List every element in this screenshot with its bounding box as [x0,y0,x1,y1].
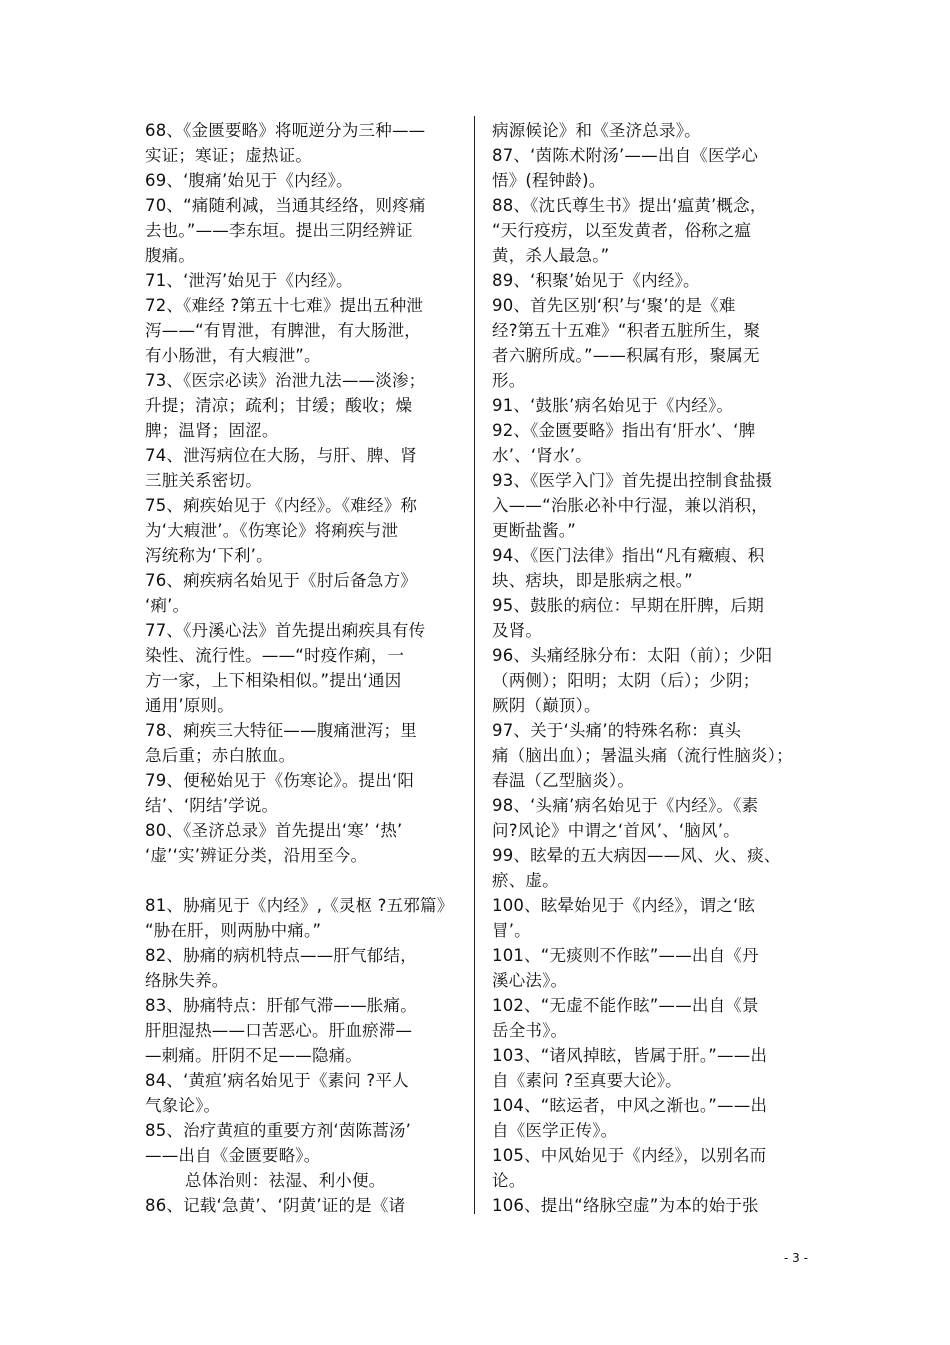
text-line: ‘虚’‘实’辨证分类，沿用至今。 [145,846,368,865]
text-line: ‘痢’。 [145,596,190,615]
text-line: 去也。”——李东垣。提出三阴经辨证 [145,221,413,240]
text-line: 78、痢疾三大特征——腹痛泄泻；里 [145,721,417,740]
text-line: 水’、‘肾水’。 [492,446,592,465]
text-line: 90、首先区别‘积’与‘聚’的是《难 [492,296,736,315]
text-line: 102、“无虚不能作眩”——出自《景 [492,996,759,1015]
text-line: 自《素问 ?至真要大论》。 [492,1071,682,1090]
text-line: 91、‘鼓胀’病名始见于《内经》。 [492,396,734,415]
text-line: 95、鼓胀的病位：早期在肝脾，后期 [492,596,764,615]
text-line: 76、痢疾病名始见于《肘后备急方》 [145,571,417,590]
text-line: 结’、‘阴结’学说。 [145,796,279,815]
text-line: 68、《金匮要略》将呃逆分为三种—— [145,121,426,140]
text-line: 71、‘泄泻’始见于《内经》。 [145,271,353,290]
text-line: 通用’原则。 [145,696,234,715]
text-line: 气象论》。 [145,1096,221,1115]
text-line: —刺痛。肝阴不足——隐痛。 [145,1046,363,1065]
text-line: 悟》(程钟龄)。 [492,171,606,190]
text-line: 69、‘腹痛’始见于《内经》。 [145,171,353,190]
text-line: 70、“痛随利减，当通其经络，则疼痛 [145,196,426,215]
text-line: “胁在肝，则两胁中痛。” [145,921,322,940]
text-line: 82、胁痛的病机特点——肝气郁结， [145,946,417,965]
text-line: 93、《医学入门》首先提出控制食盐摄 [492,471,773,490]
text-line: 肝胆湿热——口苦恶心。肝血瘀滞— [145,1021,413,1040]
text-line: 升提；清凉；疏利；甘缓；酸收；燥 [145,396,413,415]
text-line: 冒’。 [492,921,531,940]
text-line: 入——“治胀必补中行湿，兼以消积， [492,496,768,515]
text-line: 85、治疗黄疸的重要方剂‘茵陈蒿汤’ [145,1121,412,1140]
text-line: 有小肠泄，有大瘕泄”。 [145,346,321,365]
text-line: 74、泄泻病位在大肠，与肝、脾、肾 [145,446,417,465]
text-line: 厥阴（巅顶）。 [492,696,601,715]
right-column [492,118,804,1218]
text-line: 98、‘头痛’病名始见于《内经》。《素 [492,796,759,815]
text-line: 急后重；赤白脓血。 [145,746,296,765]
column-divider [474,116,475,1214]
text-line: 实证；寒证；虚热证。 [145,146,312,165]
text-line: 84、‘黄疸’病名始见于《素问 ?平人 [145,1071,409,1090]
text-line: 97、关于‘头痛’的特殊名称：真头 [492,721,742,740]
text-line: 泻统称为‘下利’。 [145,546,273,565]
text-line: 为‘大瘕泄’。《伤寒论》将痢疾与泄 [145,521,399,540]
text-line: 80、《圣济总录》首先提出‘寒’ ‘热’ [145,821,403,840]
text-line: 79、便秘始见于《伤寒论》。提出‘阳 [145,771,415,790]
text-line: ——出自《金匮要略》。 [145,1146,321,1165]
text-line: 89、‘积聚’始见于《内经》。 [492,271,700,290]
text-line: 86、记载‘急黄’、‘阴黄’证的是《诸 [145,1196,406,1215]
text-line: 者六腑所成。”——积属有形，聚属无 [492,346,760,365]
text-line: 75、痢疾始见于《内经》。《难经》称 [145,496,418,515]
text-line: 问?风论》中谓之‘首风’、‘脑风’。 [492,821,740,840]
text-line: 106、提出“络脉空虚”为本的始于张 [492,1196,759,1215]
text-line: 春温（乙型脑炎）。 [492,771,635,790]
blank-line [145,868,457,893]
text-line: 经?第五十五难》“积者五脏所生，聚 [492,321,761,340]
text-line: 77、《丹溪心法》首先提出痢疾具有传 [145,621,426,640]
text-line: 73、《医宗必读》治泄九法——淡渗； [145,371,426,390]
text-line: 更断盐酱。” [492,521,576,540]
text-line: 72、《难经 ?第五十七难》提出五种泄 [145,296,424,315]
text-line: （两侧）；阳明；太阴（后）；少阴； [492,671,760,690]
text-line: 岳全书》。 [492,1021,568,1040]
text-line: 痛（脑出血）；暑温头痛（流行性脑炎）； [492,746,793,765]
text-line: “天行疫疠，以至发黄者，俗称之瘟 [492,221,752,240]
text-line: 94、《医门法律》指出“凡有癥瘕、积 [492,546,765,565]
text-line: 101、“无痰则不作眩”——出自《丹 [492,946,759,965]
text-line: 黄，杀人最急。” [492,246,610,265]
text-line: 96、头痛经脉分布：太阳（前）；少阳 [492,646,773,665]
text-line: 块、痞块，即是胀病之根。” [492,571,693,590]
text-line: 自《医学正传》。 [492,1121,618,1140]
text-line: 105、中风始见于《内经》，以别名而 [492,1146,767,1165]
text-line: 方一家，上下相染相似。”提出‘通因 [145,671,402,690]
text-line: 泻——“有胃泄，有脾泄，有大肠泄， [145,321,421,340]
text-line: 络脉失养。 [145,971,229,990]
text-line: 总体治则：祛湿、利小便。 [185,1171,386,1190]
left-column [145,118,457,1218]
text-line: 染性、流行性。——“时疫作痢，一 [145,646,405,665]
text-line: 三脏关系密切。 [145,471,262,490]
text-line: 103、“诸风掉眩，皆属于肝。”——出 [492,1046,768,1065]
text-line: 99、眩晕的五大病因——风、火、痰、 [492,846,781,865]
text-line: 病源候论》和《圣济总录》。 [492,121,701,140]
text-line: 87、‘茵陈术附汤’——出自《医学心 [492,146,759,165]
text-line: 及肾。 [492,621,543,640]
text-line: 104、“眩运者，中风之渐也。”——出 [492,1096,768,1115]
text-line: 88、《沈氏尊生书》提出‘瘟黄’概念， [492,196,767,215]
text-line: 92、《金匮要略》指出有‘肝水’、‘脾 [492,421,756,440]
text-line: 形。 [492,371,526,390]
text-line: 83、胁痛特点：肝郁气滞——胀痛。 [145,996,417,1015]
page-number: - 3 - [784,1251,808,1265]
text-line: 脾；温肾；固涩。 [145,421,279,440]
text-line: 溪心法》。 [492,971,568,990]
text-line: 100、眩晕始见于《内经》，谓之‘眩 [492,896,756,915]
text-line: 瘀、虚。 [492,871,559,890]
text-line: 论。 [492,1171,526,1190]
text-line: 81、胁痛见于《内经》,《灵枢 ?五邪篇》 [145,896,454,915]
text-line: 腹痛。 [145,246,196,265]
